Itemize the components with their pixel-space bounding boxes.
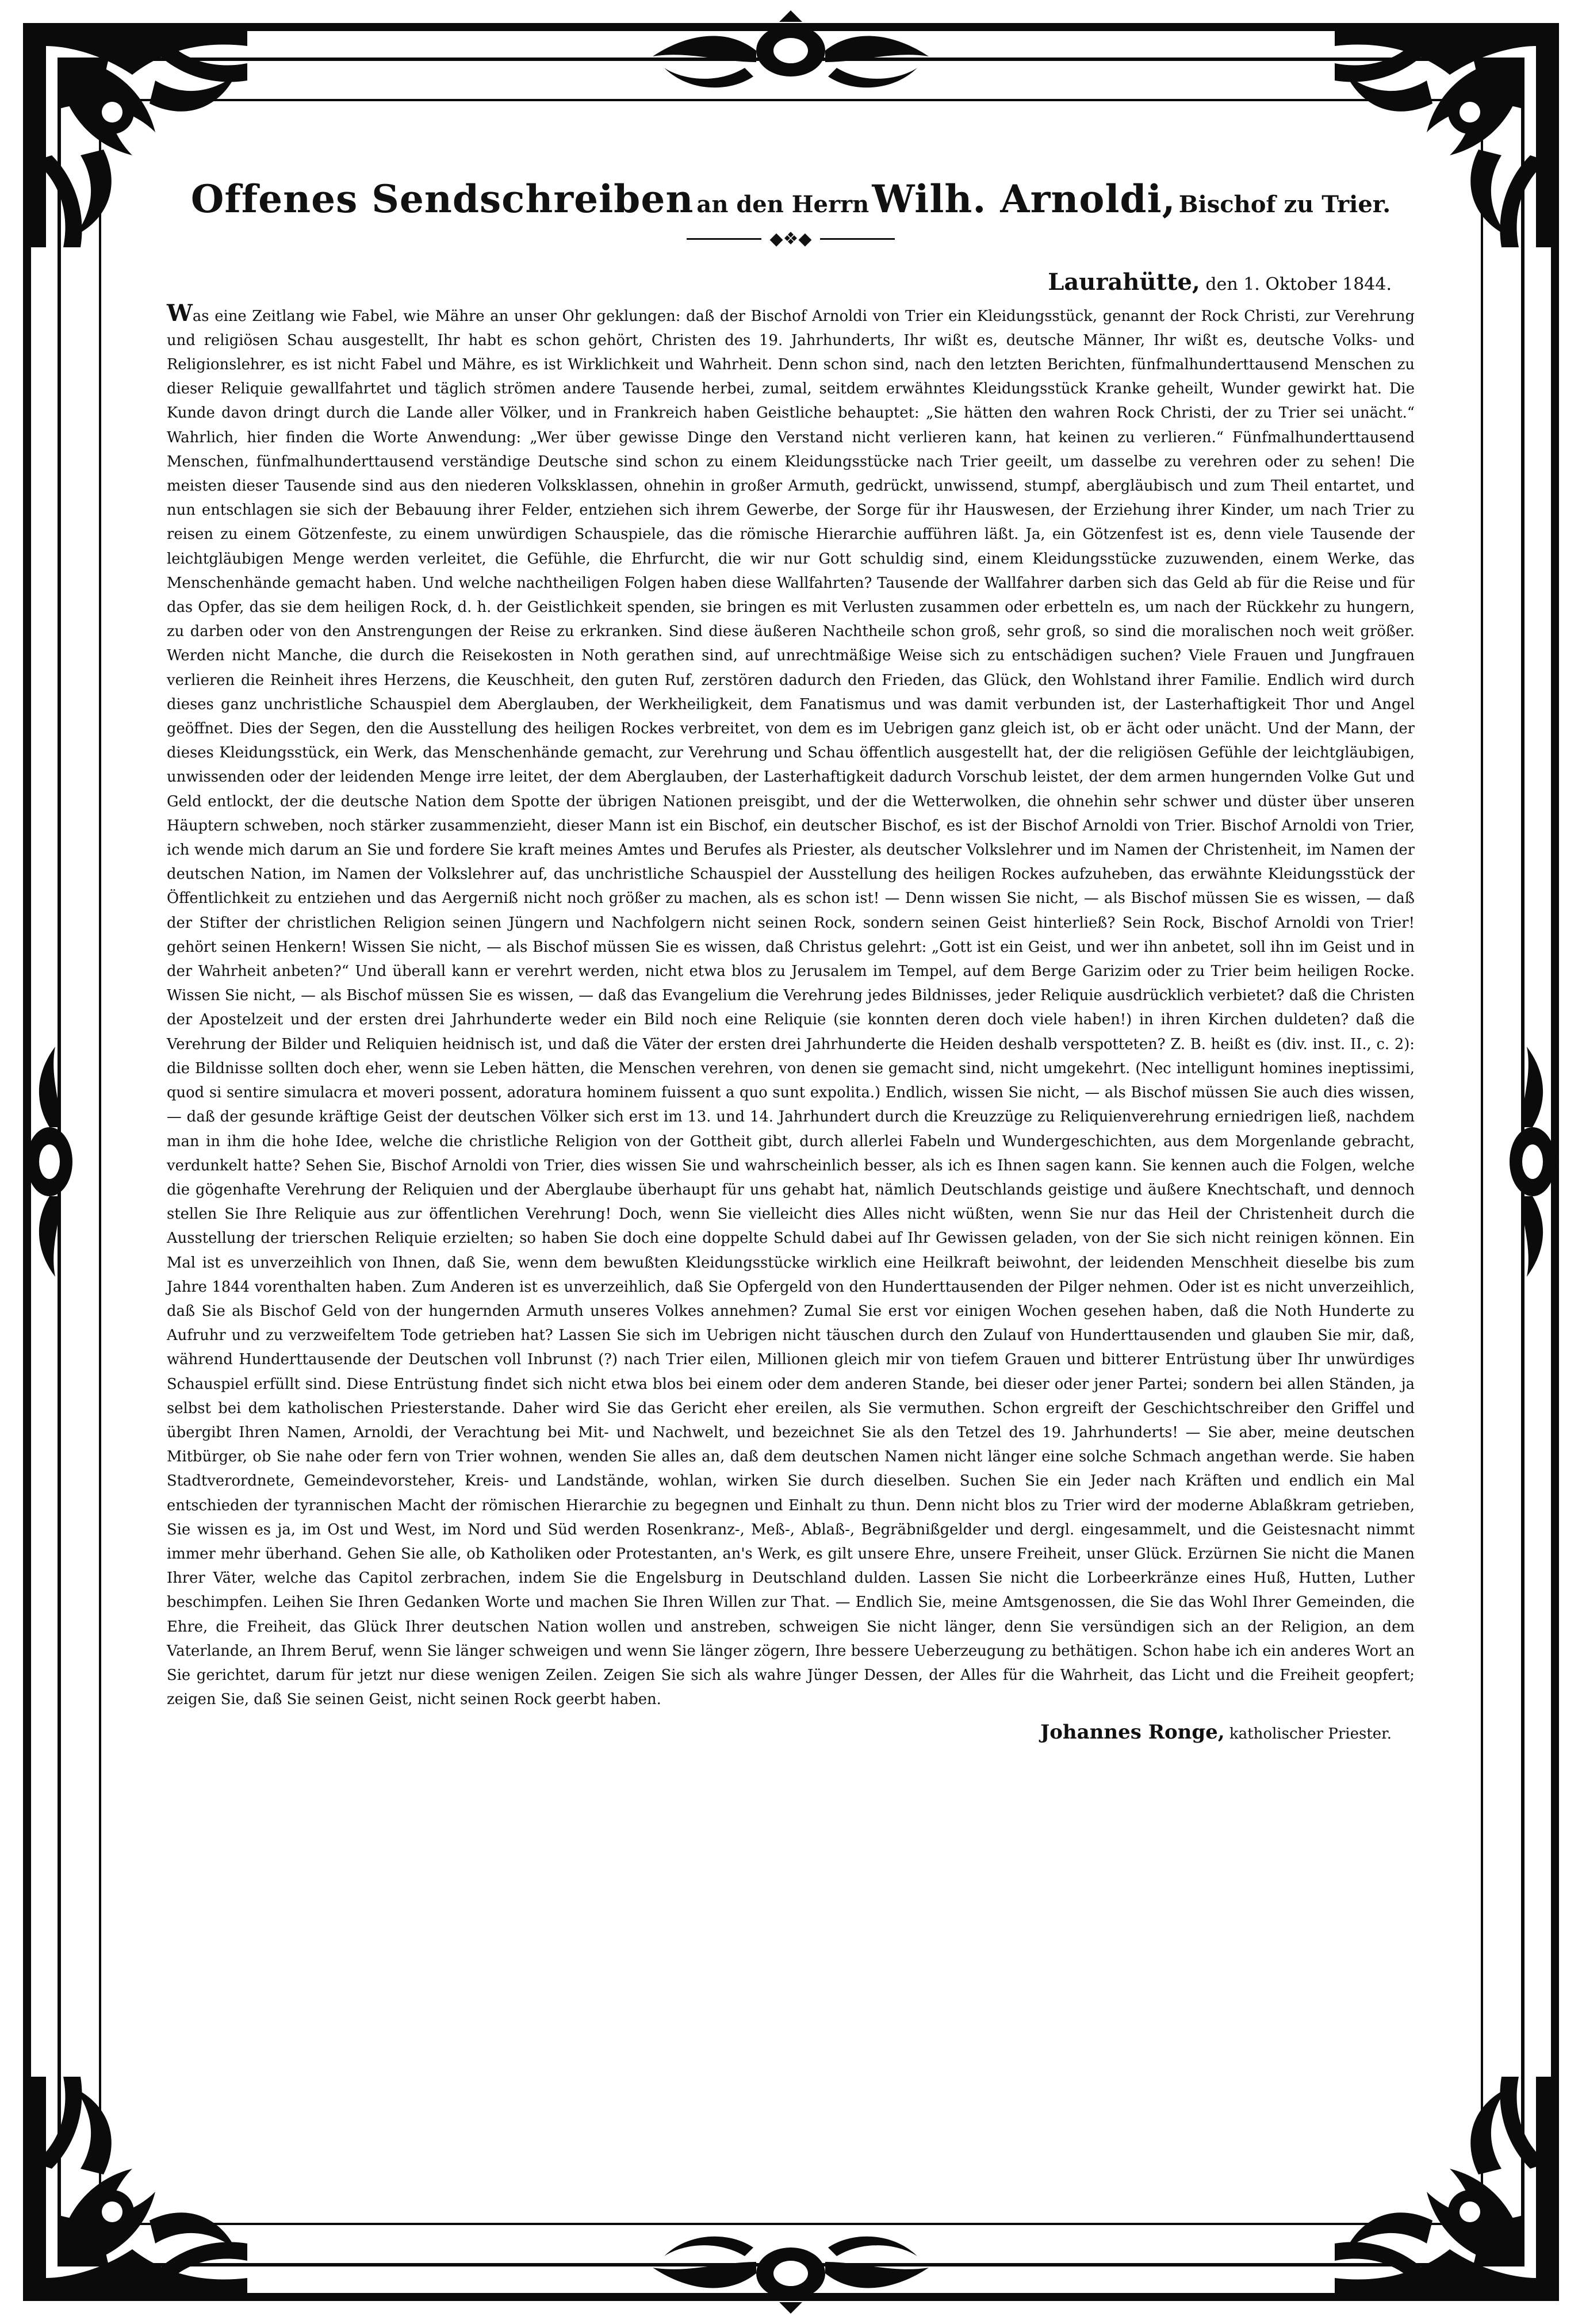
title-divider: [167, 228, 1415, 249]
divider-line-left: [687, 238, 761, 240]
page-title: [167, 178, 1415, 220]
title-part-3: Wilh. Arnoldi,: [872, 177, 1176, 221]
letter-body: Was eine Zeitlang wie Fabel, wie Mähre an unser Ohr geklungen: daß der Bischof Arnoldi von Trier ein Kleidungsstück, genannt der Rock Christi, zur Verehrung und religiösen Schau ausgestellt, Ihr habt es schon gehört, Christen des 19. Jahrhunderts, Ihr wißt es, deutsche Männer, Ihr wißt es, deutsche Volks- und Religionslehrer, es ist nicht Fabel und Mähre, es ist Wirklichkeit und Wahrheit. Denn schon sind, nach den letzten Berichten, fünfmalhunderttausend Menschen zu dieser Reliquie gewallfahrtet und täglich strömen andere Tausende herbei, zumal, seitdem erwähntes Kleidungsstück Kranke geheilt, Wunder gewirkt hat. Die Kunde davon dringt durch die Lande aller Völker, und in Frankreich haben Geistliche behauptet: „Sie hätten den wahren Rock Christi, der zu Trier sei unächt.“ Wahrlich, hier finden die Worte Anwendung: „Wer über gewisse Dinge den Verstand nicht verlieren kann, hat keinen zu verlieren.“ Fünfmalhunderttausend Menschen, fünfmalhunderttausend verständige Deutsche sind schon zu einem Kleidungsstücke nach Trier geeilt, um dasselbe zu verehren oder zu sehen! Die meisten dieser Tausende sind aus den niederen Volksklassen, ohnehin in großer Armuth, gedrückt, unwissend, stumpf, abergläubisch und zum Theil entartet, und nun entschlagen sie sich der Bebauung ihrer Felder, entziehen sich ihrem Gewerbe, der Sorge für ihr Hauswesen, der Erziehung ihrer Kinder, um nach Trier zu reisen zu einem Götzenfeste, zu einem unwürdigen Schauspiele, das die römische Hierarchie aufführen läßt. Ja, ein Götzenfest ist es, denn viele Tausende der leichtgläubigen Menge werden verleitet, die Gefühle, die Ehrfurcht, die wir nur Gott schuldig sind, einem Kleidungsstücke zuzuwenden, einem Werke, das Menschenhände gemacht haben. Und welche nachtheiligen Folgen haben diese Wallfahrten? Tausende der Wallfahrer darben sich das Geld ab für die Reise und für das Opfer, das sie dem heiligen Rock, d. h. der Geistlichkeit spenden, sie bringen es mit Verlusten zusammen oder erbetteln es, um nach der Rückkehr zu hungern, zu darben oder von den Anstrengungen der Reise zu erkranken. Sind diese äußeren Nachtheile schon groß, sehr groß, so sind die moralischen noch weit größer. Werden nicht Manche, die durch die Reisekosten in Noth gerathen sind, auf unrechtmäßige Weise sich zu entschädigen suchen? Viele Frauen und Jungfrauen verlieren die Reinheit ihres Herzens, die Keuschheit, den guten Ruf, zerstören dadurch den Frieden, das Glück, den Wohlstand ihrer Familie. Endlich wird durch dieses ganz unchristliche Schauspiel dem Aberglauben, der Werkheiligkeit, dem Fanatismus und was damit verbunden ist, der Lasterhaftigkeit Thor und Angel geöffnet. Dies der Segen, den die Ausstellung des heiligen Rockes verbreitet, von dem es im Uebrigen ganz gleich ist, ob er ächt oder unächt. Und der Mann, der dieses Kleidungsstück, ein Werk, das Menschenhände gemacht, zur Verehrung und Schau öffentlich ausgestellt hat, der die religiösen Gefühle der leichtgläubigen, unwissenden oder der leidenden Menge irre leitet, der dem Aberglauben, der Lasterhaftigkeit dadurch Vorschub leistet, der dem armen hungernden Volke Gut und Geld entlockt, der die deutsche Nation dem Spotte der übrigen Nationen preisgibt, und der die Wetterwolken, die ohnehin sehr schwer und düster über unseren Häuptern schweben, noch stärker zusammenzieht, dieser Mann ist ein Bischof, ein deutscher Bischof, es ist der Bischof Arnoldi von Trier. Bischof Arnoldi von Trier, ich wende mich darum an Sie und fordere Sie kraft meines Amtes und Berufes als Priester, als deutscher Volkslehrer und im Namen der Christenheit, im Namen der deutschen Nation, im Namen der Volkslehrer auf, das unchristliche Schauspiel der Ausstellung des heiligen Rockes aufzuheben, das erwähnte Kleidungsstück der Öffentlichkeit zu entziehen und das Aergerniß nicht noch größer zu machen, als es schon ist! — Denn wissen Sie nicht, — als Bischof müssen Sie es wissen, — daß der Stifter der christlichen Religion seinen Jüngern und Nachfolgern nicht seinen Rock, sondern seinen Geist hinterließ? Sein Rock, Bischof Arnoldi von Trier! gehört seinen Henkern! Wissen Sie nicht, — als Bischof müssen Sie es wissen, daß Christus gelehrt: „Gott ist ein Geist, und wer ihn anbetet, soll ihn im Geist und in der Wahrheit anbeten?“ Und überall kann er verehrt werden, nicht etwa blos zu Jerusalem im Tempel, auf dem Berge Garizim oder zu Trier beim heiligen Rocke. Wissen Sie nicht, — als Bischof müssen Sie es wissen, — daß das Evangelium die Verehrung jedes Bildnisses, jeder Reliquie ausdrücklich verbietet? daß die Christen der Apostelzeit und der ersten drei Jahrhunderte weder ein Bild noch eine Reliquie (sie konnten deren doch viele haben!) in ihren Kirchen duldeten? daß die Verehrung der Bilder und Reliquien heidnisch ist, und daß die Väter der ersten drei Jahrhunderte die Heiden deshalb verspotteten? Z. B. heißt es (div. inst. II., c. 2): die Bildnisse sollten doch eher, wenn sie Leben hätten, die Menschen verehren, von denen sie gemacht sind, nicht umgekehrt. (Nec intelligunt homines ineptissimi, quod si sentire simulacra et moveri possent, adoratura hominem fuissent a quo sunt expolita.) Endlich, wissen Sie nicht, — als Bischof müssen Sie auch dies wissen, — daß der gesunde kräftige Geist der deutschen Völker sich erst im 13. und 14. Jahrhundert durch die Kreuzzüge zu Reliquienverehrung erniedrigen ließ, nachdem man in ihm die hohe Idee, welche die christliche Religion von der Gottheit gibt, durch allerlei Fabeln und Wundergeschichten, aus dem Morgenlande gebracht, verdunkelt hatte? Sehen Sie, Bischof Arnoldi von Trier, dies wissen Sie und wahrscheinlich besser, als ich es Ihnen sagen kann. Sie kennen auch die Folgen, welche die gögenhafte Verehrung der Reliquien und der Aberglaube überhaupt für uns gehabt hat, nämlich Deutschlands geistige und äußere Knechtschaft, und dennoch stellen Sie Ihre Reliquie aus zur öffentlichen Verehrung! Doch, wenn Sie vielleicht dies Alles nicht wüßten, wenn Sie nur das Heil der Christenheit durch die Ausstellung der trierschen Reliquie erzielten; so haben Sie doch eine doppelte Schuld dabei auf Ihr Gewissen geladen, von der Sie sich nicht reinigen können. Ein Mal ist es unverzeihlich von Ihnen, daß Sie, wenn dem bewußten Kleidungsstücke wirklich eine Heilkraft beiwohnt, der leidenden Menschheit dieselbe bis zum Jahre 1844 vorenthalten haben. Zum Anderen ist es unverzeihlich, daß Sie Opfergeld von den Hunderttausenden der Pilger nehmen. Oder ist es nicht unverzeihlich, daß Sie als Bischof Geld von der hungernden Armuth unseres Volkes annehmen? Zumal Sie erst vor einigen Wochen gesehen haben, daß die Noth Hunderte zu Aufruhr und zu verzweifeltem Tode getrieben hat? Lassen Sie sich im Uebrigen nicht täuschen durch den Zulauf von Hunderttausenden und glauben Sie mir, daß, während Hunderttausende der Deutschen voll Inbrunst (?) nach Trier eilen, Millionen gleich mir von tiefem Grauen und bitterer Entrüstung über Ihr unwürdiges Schauspiel erfüllt sind. Diese Entrüstung findet sich nicht etwa blos bei einem oder dem anderen Stande, bei dieser oder jener Partei; sondern bei allen Ständen, ja selbst bei dem katholischen Priesterstande. Daher wird Sie das Gericht eher ereilen, als Sie vermuthen. Schon ergreift der Geschichtschreiber den Griffel und übergibt Ihren Namen, Arnoldi, der Verachtung bei Mit- und Nachwelt, und bezeichnet Sie als den Tetzel des 19. Jahrhunderts! — Sie aber, meine deutschen Mitbürger, ob Sie nahe oder fern von Trier wohnen, wenden Sie alles an, daß dem deutschen Namen nicht länger eine solche Schmach angethan werde. Sie haben Stadtverordnete, Gemeindevorsteher, Kreis- und Landstände, wohlan, wirken Sie durch dieselben. Suchen Sie ein Jeder nach Kräften und endlich ein Mal entschieden der tyrannischen Macht der römischen Hierarchie zu begegnen und Einhalt zu thun. Denn nicht blos zu Trier wird der moderne Ablaßkram getrieben, Sie wissen es ja, im Ost und West, im Nord und Süd werden Rosenkranz-, Meß-, Ablaß-, Begräbnißgelder und dergl. eingesammelt, und die Geistesnacht nimmt immer mehr überhand. Gehen Sie alle, ob Katholiken oder Protestanten, an's Werk, es gilt unsere Ehre, unsere Freiheit, unser Glück. Erzürnen Sie nicht die Manen Ihrer Väter, welche das Capitol zerbrachen, indem Sie die Engelsburg in Deutschland dulden. Lassen Sie nicht die Lorbeerkränze eines Huß, Hutten, Luther beschimpfen. Leihen Sie Ihren Gedanken Worte und machen Sie Ihren Willen zur That. — Endlich Sie, meine Amtsgenossen, die Sie das Wohl Ihrer Gemeinden, die Ehre, die Freiheit, das Glück Ihrer deutschen Nation wollen und anstreben, schweigen Sie nicht länger, denn Sie versündigen sich an der Religion, an dem Vaterlande, an Ihrem Beruf, wenn Sie länger schweigen und wenn Sie länger zögern, Ihre bessere Ueberzeugung zu bethätigen. Schon habe ich ein anderes Wort an Sie gerichtet, darum für jetzt nur diese wenigen Zeilen. Zeigen Sie sich als wahre Jünger Dessen, der Alles für die Wahrheit, das Licht und die Freiheit geopfert; zeigen Sie, daß Sie seinen Geist, nicht seinen Rock geerbt haben.: [167, 299, 1415, 1709]
signature-name: Johannes Ronge,: [1040, 1721, 1225, 1744]
center-ornament-top: [630, 10, 952, 97]
divider-line-right: [820, 238, 895, 240]
letter-content: [167, 167, 1415, 2157]
side-ornament-left: [15, 1041, 84, 1282]
signature: [167, 1721, 1392, 1744]
divider-flourish-icon: ◆❖◆: [769, 228, 812, 249]
dateline-place: Laurahütte,: [1048, 268, 1200, 296]
title-part-1: Offenes Sendschreiben: [190, 177, 694, 221]
dateline: [167, 269, 1392, 296]
title-part-2: an den Herrn: [696, 191, 869, 218]
center-ornament-bottom: [630, 2227, 952, 2314]
dateline-date: den 1. Oktober 1844.: [1205, 274, 1392, 294]
signature-role: katholischer Priester.: [1229, 1725, 1392, 1743]
side-ornament-right: [1498, 1041, 1567, 1282]
title-part-4: Bischof zu Trier.: [1178, 191, 1391, 218]
